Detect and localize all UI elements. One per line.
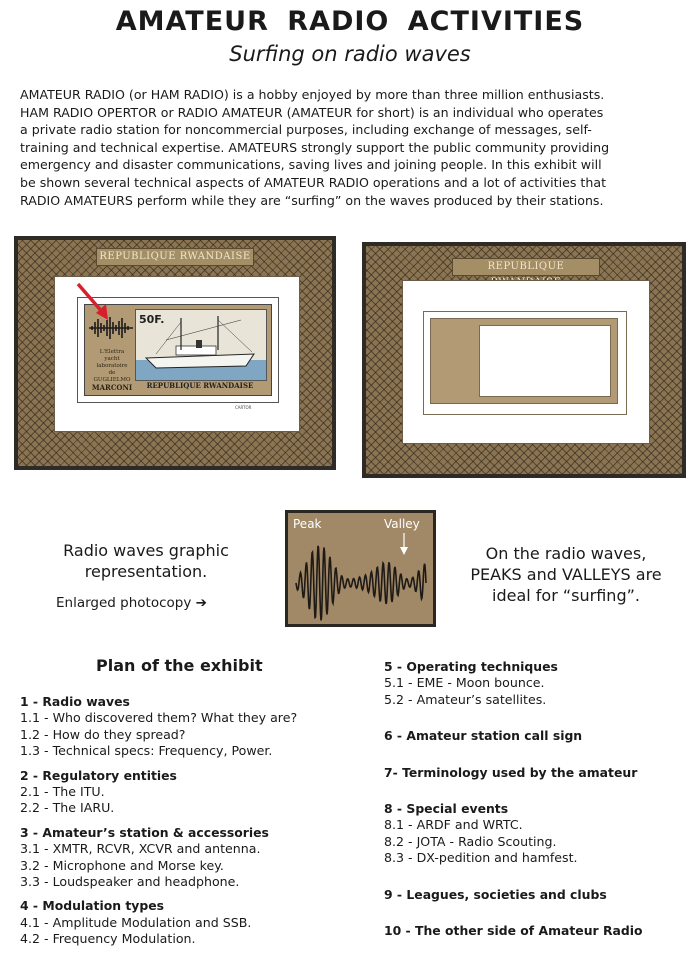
plan-section-heading: 4 - Modulation types (20, 898, 164, 914)
plan-section-heading: 7- Terminology used by the amateur (384, 764, 638, 780)
stamp-caption-line: de (108, 370, 116, 376)
ship-illustration (136, 310, 266, 380)
stamp-caption-line: yacht laboratoire (96, 356, 128, 369)
plan-item: 2.2 - The IARU. (20, 800, 115, 816)
red-arrow-icon (74, 280, 114, 324)
plan-item: 3.1 - XMTR, RCVR, XCVR and antenna. (20, 841, 261, 857)
sheet-header-left: REPUBLIQUE RWANDAISE (96, 248, 254, 266)
wave-graphic-box (285, 510, 436, 627)
stamp-cutout-frame (430, 318, 618, 404)
intro-line: emergency and disaster communications, saving lives and joining people. In this exhibit will (20, 157, 602, 173)
stamp-caption-line: L'Elettra (99, 349, 125, 355)
intro-line: AMATEUR RADIO (or HAM RADIO) is a hobby enjoyed by more than three million enthusiasts. (20, 87, 605, 102)
page-subtitle: Surfing on radio waves (229, 42, 471, 66)
wave-description-line: On the radio waves, (485, 544, 647, 563)
plan-item: 8.3 - DX-pedition and hamfest. (384, 850, 578, 866)
plan-section-heading: 10 - The other side of Amateur Radio (384, 923, 643, 939)
wave-description-line: Radio waves graphic (63, 541, 229, 560)
plan-section-heading: 6 - Amateur station call sign (384, 728, 583, 744)
intro-paragraph (20, 86, 685, 209)
plan-section-heading: 1 - Radio waves (20, 694, 130, 709)
plan-section-heading: 3 - Amateur’s station & accessories (20, 824, 269, 840)
stamp-country-text: REPUBLIQUE RWANDAISE (146, 381, 254, 390)
photocopy-note: Enlarged photocopy ➔ (56, 595, 207, 611)
valley-label: Valley (384, 517, 420, 531)
plan-section-heading: 5 - Operating techniques (384, 659, 558, 674)
plan-section-heading: 2 - Regulatory entities (20, 767, 177, 783)
peak-label: Peak (293, 517, 322, 531)
plan-item: 3.3 - Loudspeaker and headphone. (20, 874, 240, 890)
plan-item: 2.1 - The ITU. (20, 784, 105, 800)
stamp-caption (89, 349, 135, 391)
wave-description-right (446, 543, 686, 606)
plan-item: 8.1 - ARDF and WRTC. (384, 817, 523, 833)
intro-line: a private radio station for noncommercial purposes, including exchange of messages, self- (20, 122, 592, 138)
plan-section-heading: 8 - Special events (384, 801, 509, 817)
stamp-caption-line: MARCONI (91, 383, 133, 392)
stamp-caption-line: GUGLIELMO (93, 377, 131, 383)
intro-line: HAM RADIO OPERTOR or RADIO AMATEUR (AMATEUR for short) is an individual who operates (20, 104, 604, 120)
plan-item: 3.2 - Microphone and Morse key. (20, 857, 224, 873)
wave-description-line: PEAKS and VALLEYS are (470, 565, 662, 584)
wave-description-left (36, 540, 256, 582)
wave-description-line: representation. (84, 562, 208, 581)
plan-item: 4.1 - Amplitude Modulation and SSB. (20, 914, 252, 930)
sheet-inner-frame-right (402, 280, 650, 444)
right-souvenir-sheet (362, 242, 686, 478)
stamp-ship-panel (135, 309, 267, 381)
stamp-value: 50F. (139, 313, 165, 326)
plan-item: 5.2 - Amateur’s satellites. (384, 691, 547, 707)
sheet-printer-mark: CARTOR (235, 405, 252, 410)
wave-description-line: ideal for “surfing”. (492, 586, 640, 605)
intro-line: RADIO AMATEURS perform while they are “surfing” on the waves produced by their stations. (20, 192, 604, 208)
plan-right-column (384, 659, 694, 939)
plan-item: 1.1 - Who discovered them? What they are? (20, 710, 298, 726)
intro-line: be shown several technical aspects of AMATEUR RADIO operations and a lot of activities that (20, 174, 607, 190)
plan-item: 8.2 - JOTA - Radio Scouting. (384, 833, 557, 849)
plan-section-heading: 9 - Leagues, societies and clubs (384, 886, 607, 902)
stamp-outline (423, 311, 627, 415)
plan-item: 1.3 - Technical specs: Frequency, Power. (20, 743, 273, 759)
intro-line: training and technical expertise. AMATEURS strongly support the public community providing (20, 139, 610, 155)
plan-title: Plan of the exhibit (96, 656, 263, 675)
sheet-header-right: REPUBLIQUE (452, 258, 600, 276)
plan-item: 5.1 - EME - Moon bounce. (384, 675, 545, 691)
plan-item: 4.2 - Frequency Modulation. (20, 931, 196, 947)
stamp-cutout-window (479, 325, 611, 397)
radio-wave-graphic (288, 513, 433, 624)
page-title: AMATEUR RADIO ACTIVITIES (115, 6, 585, 37)
plan-left-column (20, 694, 360, 948)
plan-item: 1.2 - How do they spread? (20, 726, 186, 742)
left-souvenir-sheet (14, 236, 336, 470)
